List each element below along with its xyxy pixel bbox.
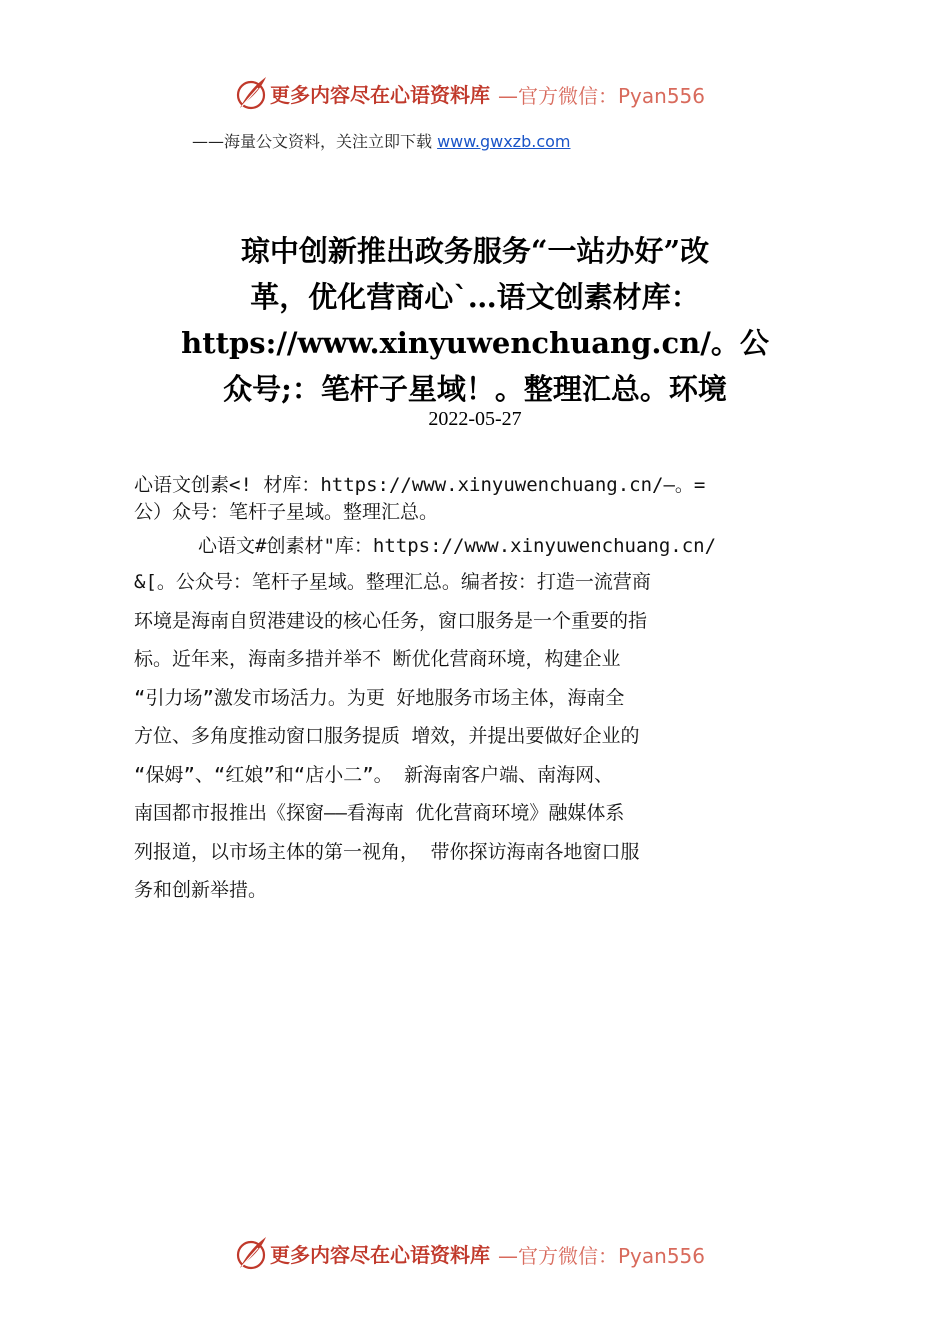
header-slogan: 更多内容尽在心语资料库 bbox=[270, 83, 490, 107]
main-paragraph bbox=[134, 530, 824, 910]
body-line: 公）众号：笔杆子星域。整理汇总。 bbox=[134, 501, 439, 523]
body-line: 心语文#创素材"库：https://www.xinyuwenchuang.cn/ bbox=[198, 535, 717, 557]
header-contact: —官方微信：Pyan556 bbox=[498, 84, 706, 108]
intro-paragraph bbox=[134, 472, 824, 526]
body-line: 方位、多角度推动窗口服务提质 增效，并提出要做好企业的 bbox=[134, 725, 640, 747]
publish-date: 2022-05-27 bbox=[428, 408, 522, 430]
body-line: &[。公众号：笔杆子星域。整理汇总。编者按：打造一流营商 bbox=[134, 571, 651, 593]
article-title bbox=[150, 228, 800, 412]
body-line: “保姆”、“红娘”和“店小二”。 新海南客户端、南海网、 bbox=[134, 763, 614, 786]
footer-contact: —官方微信：Pyan556 bbox=[498, 1244, 706, 1268]
body-line: 列报道，以市场主体的第一视角， 带你探访海南各地窗口服 bbox=[134, 840, 640, 863]
body-line: 南国都市报推出《探窗——看海南 优化营商环境》融媒体系 bbox=[134, 802, 625, 824]
quill-logo-icon bbox=[232, 74, 270, 112]
footer-banner bbox=[0, 1234, 950, 1274]
site-link[interactable]: www.gwxzb.com bbox=[437, 132, 571, 151]
title-line: 众号;：笔杆子星域！。整理汇总。环境 bbox=[223, 372, 727, 406]
body-line: 标。近年来，海南多措并举不 断优化营商环境，构建企业 bbox=[134, 648, 621, 670]
body-line: “引力场”激发市场活力。为更 好地服务市场主体，海南全 bbox=[134, 686, 625, 709]
title-line: 琼中创新推出政务服务“一站办好”改 bbox=[240, 234, 710, 268]
quill-logo-icon bbox=[232, 1234, 270, 1272]
title-line: https://www.xinyuwenchuang.cn/。公 bbox=[181, 326, 769, 360]
download-notice bbox=[192, 129, 571, 152]
body-line: 务和创新举措。 bbox=[134, 879, 268, 901]
header-banner bbox=[0, 74, 950, 114]
footer-slogan: 更多内容尽在心语资料库 bbox=[270, 1243, 490, 1267]
download-notice-text: ——海量公文资料，关注立即下载 bbox=[192, 132, 438, 151]
article-body bbox=[134, 472, 824, 910]
body-line: 心语文创素<! 材库：https://www.xinyuwenchuang.cn/—。= bbox=[134, 474, 706, 496]
title-line: 革，优化营商心`…语文创素材库： bbox=[250, 280, 700, 314]
body-line: 环境是海南自贸港建设的核心任务，窗口服务是一个重要的指 bbox=[134, 609, 648, 632]
